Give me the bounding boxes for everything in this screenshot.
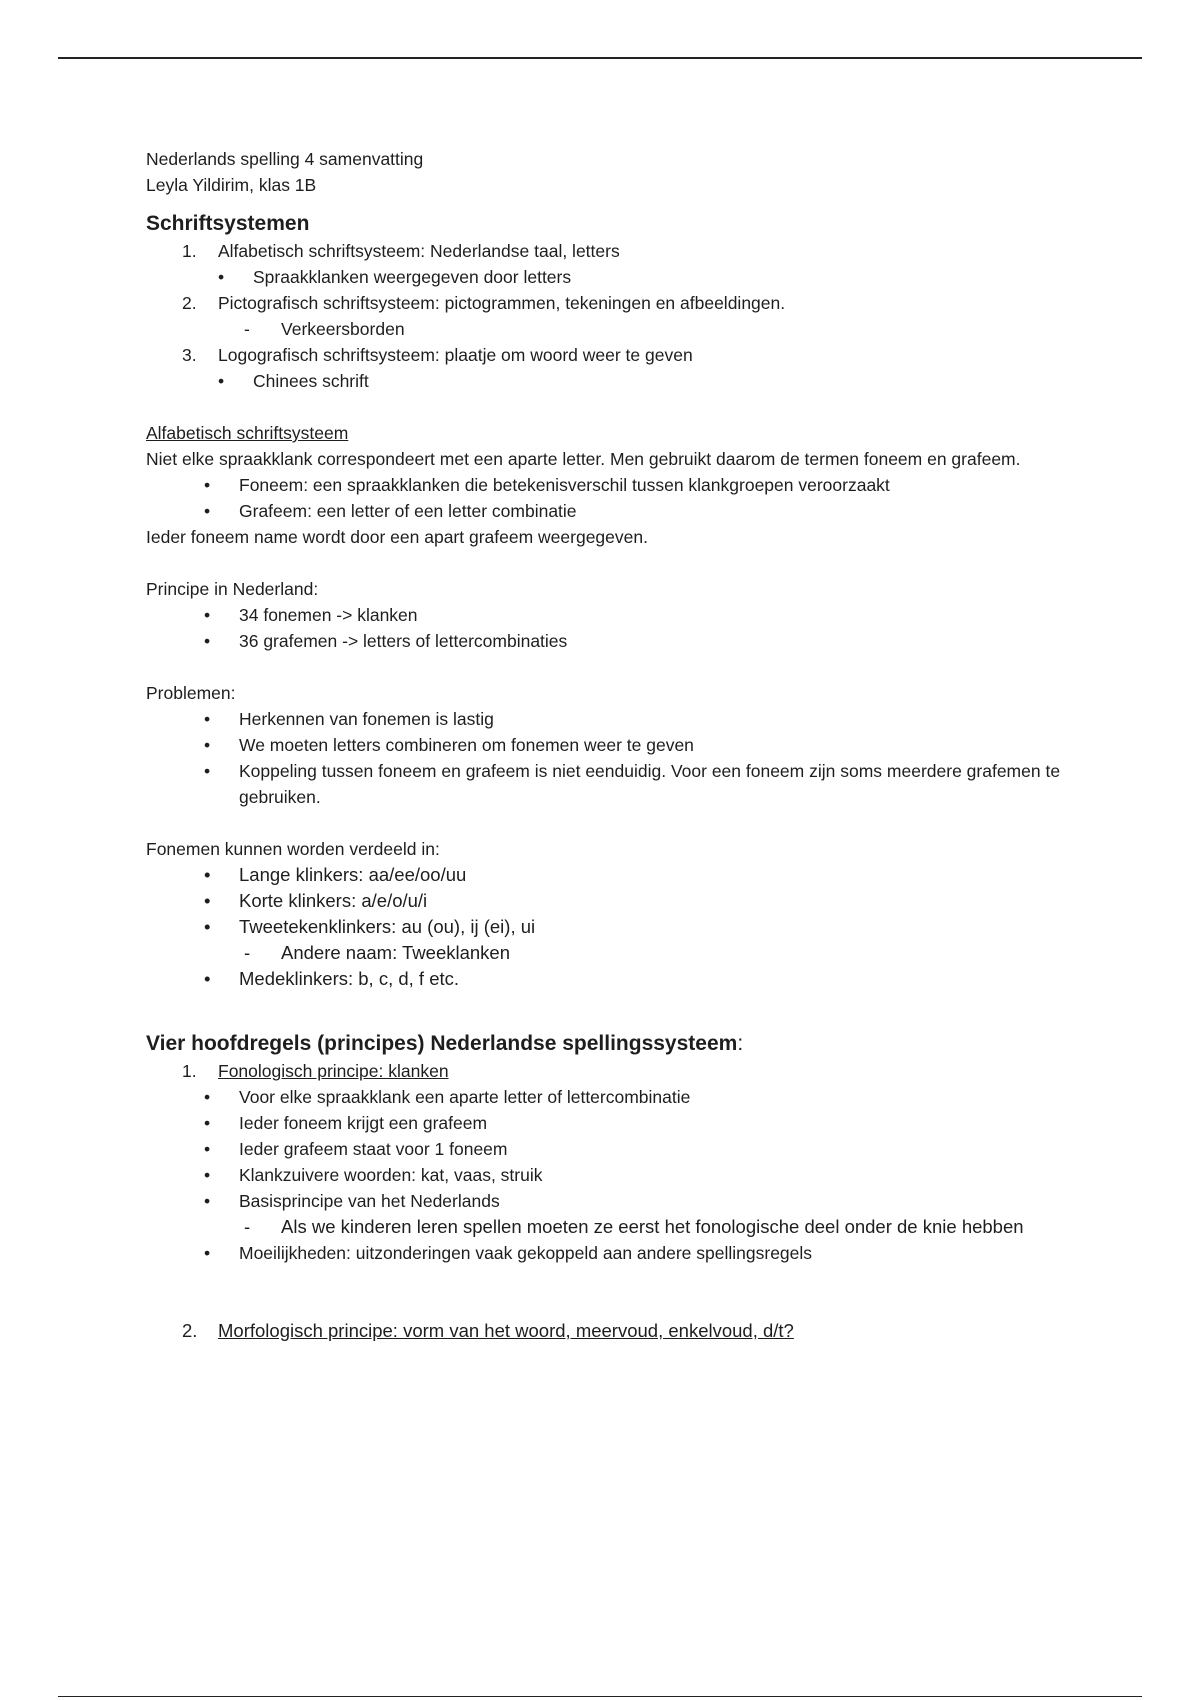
paragraph-intro: Niet elke spraakklank correspondeert met een aparte letter. Men gebruikt daarom de termen foneem en grafeem. (146, 449, 1021, 469)
list-item: • We moeten letters combineren om fonemen weer te geven (204, 735, 694, 755)
list-item: 2. Pictografisch schriftsysteem: pictogrammen, tekeningen en afbeeldingen. (182, 293, 786, 313)
list-item: • Herkennen van fonemen is lastig (204, 709, 494, 729)
list-subitem: • Spraakklanken weergegeven door letters (218, 267, 572, 287)
list-item: 2. Morfologisch principe: vorm van het woord, meervoud, enkelvoud, d/t? (182, 1320, 794, 1341)
list-item: • Ieder foneem krijgt een grafeem (204, 1113, 488, 1133)
list-item: • Koppeling tussen foneem en grafeem is niet eenduidig. Voor een foneem zijn soms meerdere grafemen te gebruiken. (204, 761, 1061, 807)
list-item: • 36 grafemen -> letters of lettercombinaties (204, 631, 568, 651)
numbered-list-schriftsystemen (146, 238, 1076, 394)
subheading-fonemen: Fonemen kunnen worden verdeeld in: (146, 839, 440, 859)
heading-hoofdregels: Vier hoofdregels (principes) Nederlandse spellingssysteem: (146, 1032, 744, 1055)
list-subitem: - Verkeersborden (244, 319, 405, 339)
subheading-principe: Principe in Nederland: (146, 579, 319, 599)
document-body (146, 146, 1076, 1344)
list-item: 1. Alfabetisch schriftsysteem: Nederlandse taal, letters (182, 241, 620, 261)
subheading-problemen: Problemen: (146, 683, 236, 703)
top-rule (58, 57, 1142, 59)
document-title: Nederlands spelling 4 samenvatting (146, 149, 424, 169)
bottom-rule (58, 1696, 1142, 1697)
list-subitem: - Andere naam: Tweeklanken (244, 942, 511, 963)
list-item: • Korte klinkers: a/e/o/u/i (204, 890, 428, 911)
list-item: 1. Fonologisch principe: klanken (182, 1061, 449, 1081)
heading-schriftsystemen: Schriftsystemen (146, 212, 310, 235)
list-item: • Lange klinkers: aa/ee/oo/uu (204, 864, 467, 885)
subheading-alfabetisch: Alfabetisch schriftsysteem (146, 423, 349, 443)
list-item: • Foneem: een spraakklanken die betekenisverschil tussen klankgroepen veroorzaakt (204, 475, 890, 495)
list-subitem: • Chinees schrift (218, 371, 369, 391)
list-item: • 34 fonemen -> klanken (204, 605, 418, 625)
list-item: • Medeklinkers: b, c, d, f etc. (204, 968, 460, 989)
list-item: • Moeilijkheden: uitzonderingen vaak gekoppeld aan andere spellingsregels (204, 1243, 813, 1263)
list-item: • Tweetekenklinkers: au (ou), ij (ei), ui (204, 916, 536, 937)
list-subitem: - Als we kinderen leren spellen moeten ze eerst het fonologische deel onder de knie hebben (244, 1216, 1024, 1237)
list-item: • Grafeem: een letter of een letter combinatie (204, 501, 577, 521)
list-item: • Basisprincipe van het Nederlands (204, 1191, 500, 1211)
document-author: Leyla Yildirim, klas 1B (146, 175, 317, 195)
list-item: • Ieder grafeem staat voor 1 foneem (204, 1139, 508, 1159)
list-item: • Voor elke spraakklank een aparte letter of lettercombinatie (204, 1087, 691, 1107)
paragraph-outro: Ieder foneem name wordt door een apart grafeem weergegeven. (146, 527, 648, 547)
list-item: 3. Logografisch schriftsysteem: plaatje om woord weer te geven (182, 345, 693, 365)
list-item: • Klankzuivere woorden: kat, vaas, struik (204, 1165, 543, 1185)
